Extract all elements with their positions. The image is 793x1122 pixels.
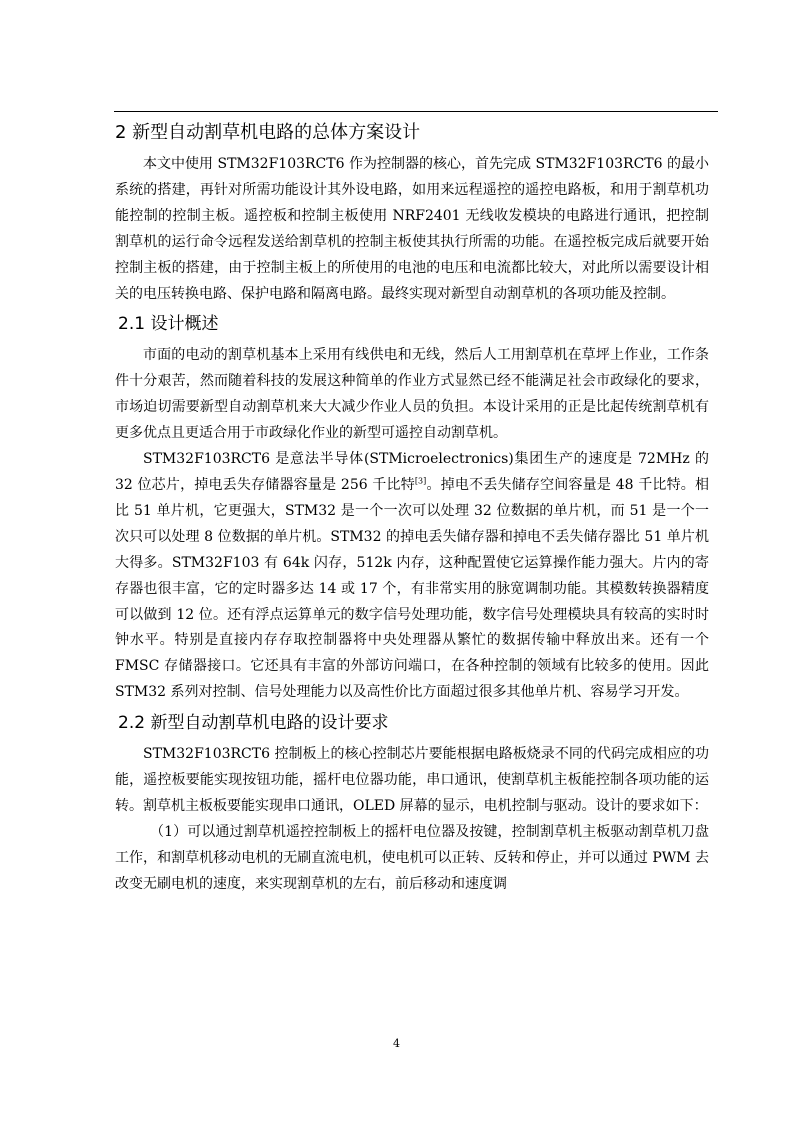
requirement-item-1: （1）可以通过割草机遥控控制板上的摇杆电位器及按键，控制割草机主板驱动割草机刀盘工作，和割草机移动电机的无刷直流电机，使电机可以正转、反转和停止，并可以通过 PWM 去改变无刷电机的速度，来实现割草机的左右，前后移动和速度调 (115, 823, 709, 892)
section-2-1-paragraph-1: 市面的电动的割草机基本上采用有线供电和无线，然后人工用割草机在草坪上作业，工作条件十分艰苦，然而随着科技的发展这种简单的作业方式显然已经不能满足社会市政绿化的要求，市场迫切需要新型自动割草机来大大减少作业人员的负担。本设计采用的正是比起传统割草机有更多优点且更适合用于市政绿化作业的新型可遥控自动割草机。 (115, 347, 709, 442)
citation-reference: [3] (414, 476, 427, 486)
section-2-heading: 2 新型自动割草机电路的总体方案设计 (115, 122, 421, 143)
section-2-1-paragraph-2 (115, 447, 709, 706)
page-number: 4 (393, 1037, 400, 1050)
paragraph-text: 。掉电不丢失储存空间容量是 48 千比特。相比 51 单片机，它更强大，STM32 是一个一次可以处理 32 位数据的单片机，而 51 是一个一次只可以处理 8 位数据的单片机。STM32 的掉电丢失储存器和掉电不丢失储存器比 51 单片机大得多。STM32F103 有 64k 闪存，512k 内存，这种配置使它运算操作能力强大。片内的寄存器也很丰富，它的定时器多达 14 或 17 个，有非常实用的脉宽调制功能。其模数转换器精度可以做到 12 位。还有浮点运算单元的数字信号处理功能，数字信号处理模块具有较高的实时时钟水平。特别是直接内存存取控制器将中央处理器从繁忙的数据传输中释放出来。还有一个 FMSC 存储器接口。它还具有丰富的外部访问端口，在各种控制的领域有比较多的使用。因此 STM32 系列对控制、信号处理能力以及高性价比方面超过很多其他单片机、容易学习开发。 (115, 476, 710, 701)
section-2-2-paragraph: STM32F103RCT6 控制板上的核心控制芯片要能根据电路板烧录不同的代码完成相应的功能，遥控板要能实现按钮功能，摇杆电位器功能，串口通讯，使割草机主板能控制各项功能的运转。割草机主板板要能实现串口通讯，OLED 屏幕的显示，电机控制与驱动。设计的要求如下： (115, 746, 709, 814)
section-2-2-heading: 2.2 新型自动割草机电路的设计要求 (118, 713, 389, 734)
paragraph-text: STM32F103RCT6 是意法半导体(STMicroelectronics)集团生产的速度是 72MHz 的 32 位芯片，掉电丢失存储器容量是 256 千比特 (115, 451, 709, 493)
header-rule (114, 111, 718, 112)
section-2-1-heading: 2.1 设计概述 (118, 314, 219, 335)
page-content (115, 118, 709, 898)
section-2-paragraph: 本文中使用 STM32F103RCT6 作为控制器的核心，首先完成 STM32F103RCT6 的最小系统的搭建，再针对所需功能设计其外设电路，如用来远程遥控的遥控电路板，和用于割草机功能控制的控制主板。遥控板和控制主板使用 NRF2401 无线收发模块的电路进行通讯，把控制割草机的运行命令远程发送给割草机的控制主板使其执行所需的功能。在遥控板完成后就要开始控制主板的搭建，由于控制主板上的所使用的电池的电压和电流都比较大，对此所以需要设计相关的电压转换电路、保护电路和隔离电路。最终实现对新型自动割草机的各项功能及控制。 (115, 156, 709, 302)
